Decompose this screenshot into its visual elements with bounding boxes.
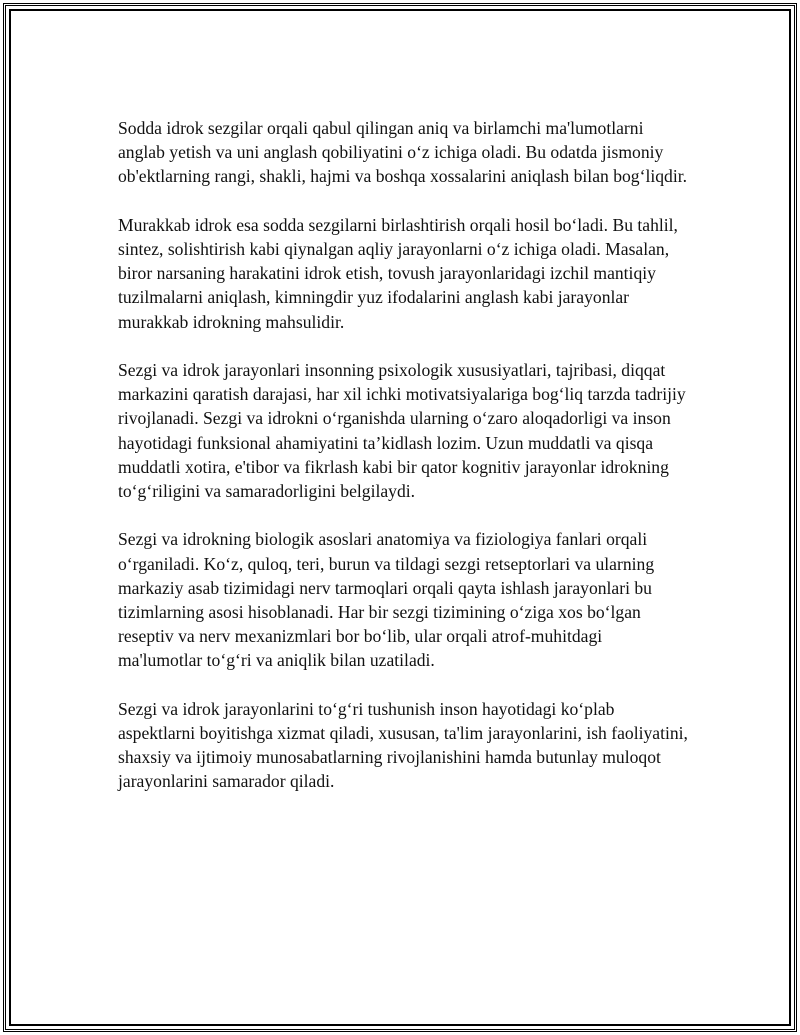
paragraph-development: Sezgi va idrok jarayonlari insonning psixologik xususiyatlari, tajribasi, diqqat markazini qaratish darajasi, har xil ichki motivatsiyalariga bog‘liq tarzda tadrijiy rivojlanadi. Sezgi va idrokni o‘rganishda ularning o‘zaro aloqadorligi va inson hayotidagi funksional ahamiyatini ta’kidlash lozim. Uzun muddatli va qisqa muddatli xotira, e'tibor va fikrlash kabi bir qator kognitiv jarayonlar idrokning to‘g‘riligini va samaradorligini belgilaydi.: [118, 360, 686, 502]
paragraph-importance: Sezgi va idrok jarayonlarini to‘g‘ri tushunish inson hayotidagi ko‘plab aspektlarni boyitishga xizmat qiladi, xususan, ta'lim jarayonlarini, ish faoliyatini, shaxsiy va ijtimoiy munosabatlarning rivojlanishini hamda butunlay muloqot jarayonlarini samarador qiladi.: [118, 698, 688, 792]
document-body: [118, 116, 688, 818]
paragraph-simple-perception: Sodda idrok sezgilar orqali qabul qilingan aniq va birlamchi ma'lumotlarni anglab yetish va uni anglash qobiliyatini o‘z ichiga oladi. Bu odatda jismoniy ob'ektlarning rangi, shakli, hajmi va boshqa xossalarini aniqlash bilan bog‘liqdir.: [118, 118, 687, 187]
paragraph-complex-perception: Murakkab idrok esa sodda sezgilarni birlashtirish orqali hosil bo‘ladi. Bu tahlil, sintez, solishtirish kabi qiynalgan aqliy jarayonlarni o‘z ichiga oladi. Masalan, biror narsaning harakatini idrok etish, tovush jarayonlaridagi izchil mantiqiy tuzilmalarni aniqlash, kimningdir yuz ifodalarini anglash kabi jarayonlar murakkab idrokning mahsulidir.: [118, 214, 678, 332]
paragraph-biological-basis: Sezgi va idrokning biologik asoslari anatomiya va fiziologiya fanlari orqali o‘rganiladi. Ko‘z, quloq, teri, burun va tildagi sezgi retseptorlari va ularning markaziy asab tizimidagi nerv tarmoqlari orqali qayta ishlash jarayonlari bu tizimlarning asosi hisoblanadi. Har bir sezgi tizimining o‘ziga xos bo‘lgan reseptiv va nerv mexanizmlari bor bo‘lib, ular orqali atrof-muhitdagi ma'lumotlar to‘g‘ri va aniqlik bilan uzatiladi.: [118, 529, 655, 671]
